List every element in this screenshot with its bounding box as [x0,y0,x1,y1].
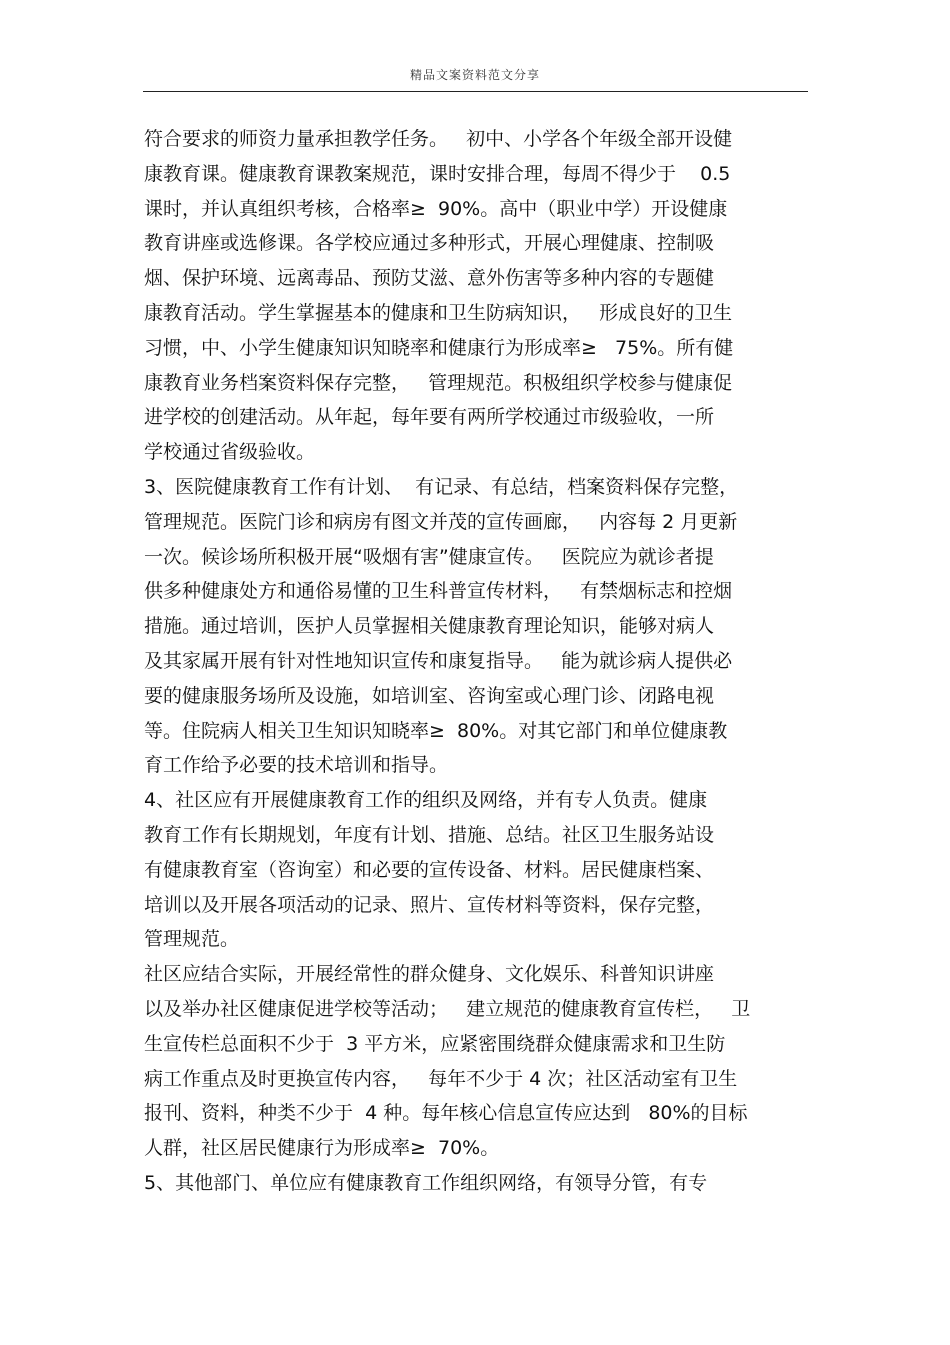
text-line: 措施。通过培训，医护人员掌握相关健康教育理论知识，能够对病人 [144,615,715,638]
text-line: 康教育课。健康教育课教案规范，课时安排合理，每周不得少于 0.5 [144,162,731,185]
text-line: 病工作重点及时更换宣传内容， 每年不少于 4 次；社区活动室有卫生 [144,1067,738,1090]
text-line: 社区应结合实际，开展经常性的群众健身、文化娱乐、科普知识讲座 [144,963,715,986]
text-line: 及其家属开展有针对性地知识宣传和康复指导。 能为就诊病人提供必 [144,649,733,672]
text-line: 课时，并认真组织考核，合格率≥ 90%。高中（职业中学）开设健康 [144,197,728,220]
text-line: 一次。候诊场所积极开展“吸烟有害”健康宣传。 医院应为就诊者提 [144,545,714,568]
page-header: 精品文案资料范文分享 [409,68,540,82]
text-line: 康教育活动。学生掌握基本的健康和卫生防病知识， 形成良好的卫生 [144,301,733,324]
text-line: 5、其他部门、单位应有健康教育工作组织网络，有领导分管，有专 [144,1171,708,1194]
text-line: 有健康教育室（咨询室）和必要的宣传设备、材料。居民健康档案、 [144,858,715,881]
text-line: 进学校的创建活动。从年起，每年要有两所学校通过市级验收，一所 [144,406,715,429]
text-line: 生宣传栏总面积不少于 3 平方米，应紧密围绕群众健康需求和卫生防 [144,1032,726,1055]
text-line: 3、医院健康教育工作有计划、 有记录、有总结，档案资料保存完整， [144,475,739,498]
text-line: 教育工作有长期规划，年度有计划、措施、总结。社区卫生服务站设 [144,823,715,846]
document-body [144,122,816,1201]
text-line: 烟、保护环境、远离毒品、预防艾滋、意外伤害等多种内容的专题健 [144,267,715,290]
text-line: 教育讲座或选修课。各学校应通过多种形式，开展心理健康、控制吸 [144,232,715,255]
header-divider [143,91,808,92]
text-line: 管理规范。医院门诊和病房有图文并茂的宣传画廊， 内容每 2 月更新 [144,510,738,533]
text-line: 以及举办社区健康促进学校等活动； 建立规范的健康教育宣传栏， 卫 [144,997,751,1020]
text-line: 符合要求的师资力量承担教学任务。 初中、小学各个年级全部开设健 [144,128,733,150]
text-line: 供多种健康处方和通俗易懂的卫生科普宣传材料， 有禁烟标志和控烟 [144,580,733,603]
text-line: 育工作给予必要的技术培训和指导。 [144,754,449,777]
text-line: 报刊、资料，种类不少于 4 种。每年核心信息宣传应达到 80%的目标 [144,1102,748,1125]
text-line: 习惯，中、小学生健康知识知晓率和健康行为形成率≥ 75%。所有健 [144,336,734,359]
text-line: 人群，社区居民健康行为形成率≥ 70%。 [144,1137,500,1160]
text-line: 4、社区应有开展健康教育工作的组织及网络，并有专人负责。健康 [144,789,708,812]
text-line: 要的健康服务场所及设施，如培训室、咨询室或心理门诊、闭路电视 [144,684,715,707]
text-line: 培训以及开展各项活动的记录、照片、宣传材料等资料，保存完整， [144,893,715,916]
text-line: 学校通过省级验收。 [144,441,316,464]
text-line: 等。住院病人相关卫生知识知晓率≥ 80%。对其它部门和单位健康教 [144,719,728,742]
text-line: 康教育业务档案资料保存完整， 管理规范。积极组织学校参与健康促 [144,371,733,394]
text-line: 管理规范。 [144,928,240,951]
